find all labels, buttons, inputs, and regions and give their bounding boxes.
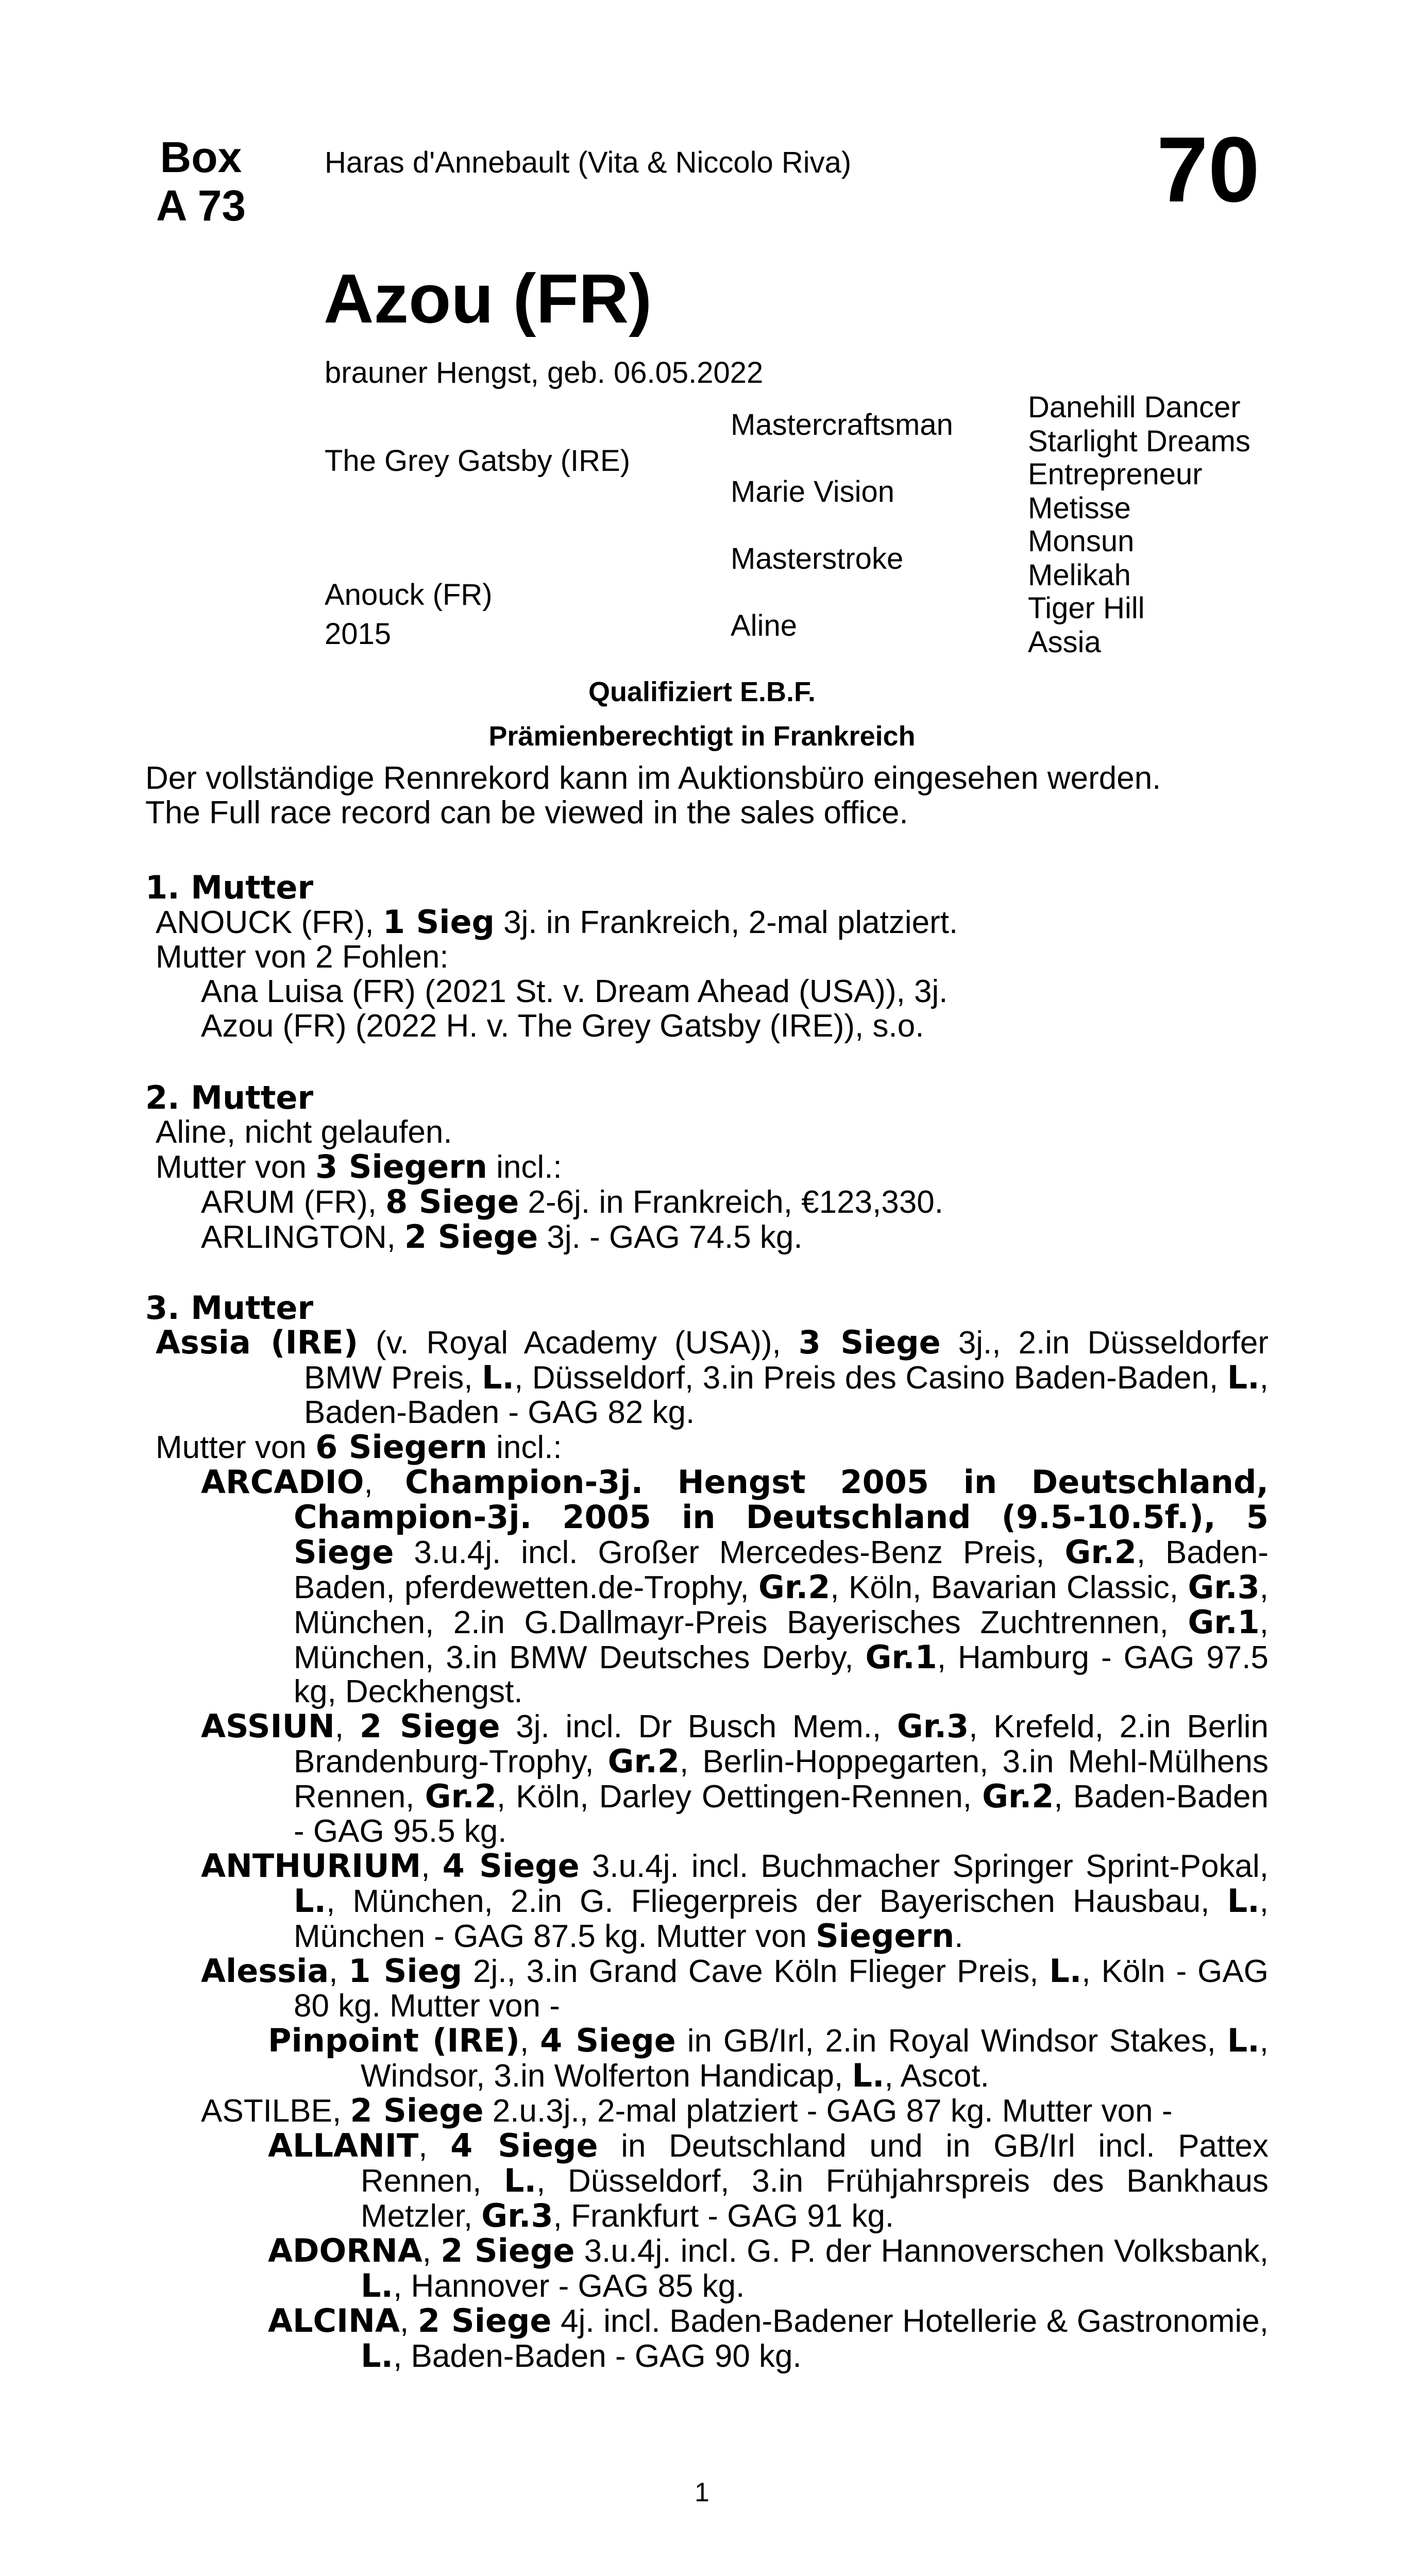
- race-grade: L.: [1227, 1882, 1260, 1920]
- text: ,: [418, 2128, 451, 2164]
- text: , München, 3.in BMW Deutsches Derby,: [294, 1604, 1268, 1675]
- text: , Baden-Baden - GAG 95.5 kg.: [294, 1779, 1268, 1850]
- pedigree-gen3-1: Danehill Dancer: [1028, 391, 1241, 424]
- pedigree-sire-dam: Marie Vision: [731, 475, 895, 509]
- wins: 1 Sieg: [382, 903, 495, 941]
- race-grade: Gr.2: [982, 1777, 1054, 1816]
- race-grade: Gr.1: [1188, 1603, 1260, 1641]
- text: ARLINGTON,: [201, 1219, 405, 1255]
- section-second-dam: [145, 1081, 1268, 1255]
- text: 4j. incl. Baden-Badener Hotellerie & Gastronomie,: [551, 2303, 1269, 2339]
- race-grade: Gr.3: [896, 1707, 969, 1745]
- text: 2-6j. in Frankreich, €123,330.: [519, 1184, 943, 1220]
- wins: 2 Siege: [417, 2301, 552, 2340]
- race-record-note-en: The Full race record can be viewed in the sales office.: [145, 794, 908, 831]
- text: , Krefeld, 2.in Berlin Brandenburg-Trophy,: [294, 1709, 1268, 1780]
- pedigree-gen3-5: Monsun: [1028, 524, 1135, 558]
- text: ,: [334, 1709, 360, 1745]
- text: , Köln, Darley Oettingen-Rennen,: [496, 1779, 983, 1815]
- offspring-entry: [145, 1182, 1268, 1221]
- text: , Düsseldorf, 3.in Preis des Casino Baden-Baden,: [514, 1360, 1227, 1396]
- horse-name: Azou (FR): [324, 260, 652, 337]
- pedigree-dam-sire: Masterstroke: [731, 542, 904, 575]
- horse-name: Assia (IRE): [156, 1323, 359, 1361]
- race-grade: L.: [1227, 1358, 1260, 1396]
- race-record-note-de: Der vollständige Rennrekord kann im Auktionsbüro eingesehen werden.: [145, 760, 1161, 796]
- text: , Ascot.: [884, 2058, 989, 2094]
- race-grade: L.: [481, 1358, 515, 1396]
- horse-name: Pinpoint (IRE): [268, 2022, 520, 2060]
- section-third-dam: [145, 1291, 1268, 2374]
- text: Mutter von: [156, 1429, 316, 1465]
- offspring-entry: [145, 2091, 1268, 2129]
- pedigree-gen3-3: Entrepreneur: [1028, 457, 1203, 491]
- wins: 2 Siege: [441, 2231, 575, 2269]
- wins: 4 Siege: [450, 2126, 598, 2164]
- race-grade: L.: [361, 2336, 394, 2375]
- horse-name: ARCADIO: [201, 1463, 364, 1501]
- foal-entry: Azou (FR) (2022 H. v. The Grey Gatsby (IRE)), s.o.: [201, 1008, 924, 1044]
- wins: 4 Siege: [442, 1847, 580, 1885]
- consignor: Haras d'Annebault (Vita & Niccolo Riva): [325, 146, 852, 179]
- race-grade: Gr.1: [865, 1638, 937, 1676]
- text: 3j. - GAG 74.5 kg.: [538, 1219, 803, 1255]
- text: .: [954, 1919, 963, 1955]
- section-heading: 2. Mutter: [145, 1079, 314, 1116]
- section-heading: 3. Mutter: [145, 1289, 314, 1327]
- wins: 4 Siege: [540, 2022, 676, 2060]
- race-grade: L.: [361, 2266, 394, 2304]
- text: 2.u.3j., 2-mal platziert - GAG 87 kg. Mutter von -: [483, 2093, 1173, 2129]
- pedigree-dam: Anouck (FR): [325, 578, 493, 612]
- dam-record: [145, 1323, 1269, 1430]
- text: 3j. incl. Dr Busch Mem.,: [500, 1709, 897, 1745]
- text: 2j., 3.in Grand Cave Köln Flieger Preis,: [462, 1954, 1050, 1990]
- pedigree-sire-sire: Mastercraftsman: [731, 408, 953, 442]
- wins: 2 Siege: [350, 2091, 484, 2129]
- race-grade: Gr.3: [1188, 1568, 1260, 1606]
- grand-offspring-entry: [145, 2024, 1268, 2094]
- text: , Berlin-Hoppegarten, 3.in Mehl-Mülhens Rennen,: [294, 1744, 1269, 1815]
- text: ANOUCK (FR),: [156, 904, 383, 940]
- dam-record: Aline, nicht gelaufen.: [156, 1114, 452, 1150]
- text: ,: [421, 1849, 443, 1885]
- wins: 8 Siege: [385, 1182, 519, 1221]
- pedigree-gen3-6: Melikah: [1028, 558, 1131, 592]
- race-grade: L.: [294, 1882, 327, 1920]
- text: 3.u.4j. incl. Buchmacher Springer Sprint-Pokal,: [579, 1849, 1268, 1885]
- text: 3j. in Frankreich, 2-mal platziert.: [494, 904, 958, 940]
- dam-produce-heading: Mutter von 2 Fohlen:: [156, 939, 449, 975]
- section-first-dam: [145, 871, 1268, 1044]
- box-label-line2: A 73: [156, 181, 246, 230]
- text: , Hannover - GAG 85 kg.: [393, 2268, 745, 2304]
- box-label: [134, 133, 268, 230]
- dam-record: [145, 905, 1268, 940]
- text: ,: [422, 2233, 441, 2269]
- lot-number: 70: [1156, 118, 1260, 222]
- wins: 3 Siege: [798, 1323, 941, 1361]
- text: , Baden-Baden, pferdewetten.de-Trophy,: [294, 1534, 1268, 1605]
- race-grade: Gr.2: [758, 1568, 831, 1606]
- text: 3.u.4j. incl. Großer Mercedes-Benz Preis,: [394, 1534, 1065, 1570]
- pedigree-gen3-4: Metisse: [1028, 492, 1131, 525]
- horse-name: ADORNA: [268, 2231, 422, 2269]
- ebf-qualified: Qualifiziert E.B.F.: [588, 676, 816, 707]
- section-heading: 1. Mutter: [145, 869, 314, 906]
- text: , Köln, Bavarian Classic,: [830, 1569, 1188, 1605]
- horse-name: ALCINA: [268, 2301, 400, 2340]
- text: ,: [364, 1464, 405, 1500]
- offspring-entry: [145, 1849, 1268, 1954]
- dam-produce-heading: [145, 1147, 1268, 1185]
- horse-description: brauner Hengst, geb. 06.05.2022: [325, 356, 764, 389]
- text: , Windsor, 3.in Wolferton Handicap,: [361, 2023, 1268, 2094]
- pedigree-sire: The Grey Gatsby (IRE): [325, 444, 631, 478]
- text: , München - GAG 87.5 kg. Mutter von: [294, 1884, 1268, 1955]
- text: Mutter von: [156, 1149, 316, 1185]
- text: 3.u.4j. incl. G. P. der Hannoverschen Volksbank,: [574, 2233, 1268, 2269]
- grand-offspring-entry: [145, 2126, 1268, 2234]
- text: , Köln - GAG 80 kg. Mutter von -: [294, 1954, 1268, 2024]
- horse-name: Alessia: [201, 1952, 329, 1990]
- text: , Düsseldorf, 3.in Frühjahrspreis des Bankhaus Metzler,: [361, 2163, 1268, 2234]
- text: , München, 2.in G.Dallmayr-Preis Bayerisches Zuchtrennen,: [294, 1569, 1268, 1640]
- text: 3j., 2.in Düsseldorfer BMW Preis,: [304, 1325, 1268, 1396]
- pedigree-dam-dam: Aline: [731, 609, 797, 642]
- race-grade: Gr.2: [607, 1742, 680, 1781]
- wins: 1 Sieg: [348, 1952, 463, 1990]
- race-grade: L.: [852, 2056, 885, 2094]
- horse-name: ASSIUN: [201, 1707, 335, 1745]
- race-grade: L.: [1227, 2022, 1260, 2060]
- wins: 2 Siege: [359, 1707, 500, 1745]
- race-grade: Gr.3: [481, 2196, 553, 2234]
- text: in GB/Irl, 2.in Royal Windsor Stakes,: [675, 2023, 1227, 2059]
- winners: 3 Siegern: [315, 1147, 487, 1185]
- dam-produce-heading: [145, 1430, 1268, 1465]
- wins: 2 Siege: [404, 1217, 538, 1256]
- grand-offspring-entry: [145, 2301, 1269, 2375]
- horse-name: ASTILBE,: [201, 2093, 350, 2129]
- pedigree-gen3-8: Assia: [1028, 625, 1101, 659]
- race-grade: Gr.2: [1064, 1533, 1137, 1571]
- race-record-note: [145, 761, 1268, 831]
- horse-name: ALLANIT: [268, 2126, 419, 2164]
- box-label-line1: Box: [160, 133, 242, 181]
- text: ,: [399, 2303, 418, 2339]
- foal-entry: Ana Luisa (FR) (2021 St. v. Dream Ahead (USA)), 3j.: [201, 973, 948, 1009]
- page-number: 1: [695, 2478, 709, 2507]
- text: incl.:: [487, 1149, 562, 1185]
- text: , Baden-Baden - GAG 90 kg.: [393, 2338, 802, 2374]
- pedigree-gen3-2: Starlight Dreams: [1028, 425, 1250, 458]
- winners: Siegern: [816, 1917, 955, 1955]
- text: (v. Royal Academy (USA)),: [358, 1325, 799, 1361]
- text: , München, 2.in G. Fliegerpreis der Bayerischen Hausbau,: [326, 1884, 1227, 1920]
- offspring-entry: [145, 1709, 1268, 1849]
- text: , Hamburg - GAG 97.5 kg, Deckhengst.: [294, 1639, 1269, 1710]
- pedigree-gen3-7: Tiger Hill: [1028, 591, 1145, 625]
- text: ARUM (FR),: [201, 1184, 386, 1220]
- grand-offspring-entry: [145, 2231, 1268, 2304]
- winners: 6 Siegern: [315, 1428, 487, 1466]
- pedigree-dam-year: 2015: [325, 617, 392, 651]
- text: incl.:: [487, 1429, 562, 1465]
- race-grade: Gr.2: [425, 1777, 497, 1816]
- offspring-entry: [145, 1954, 1268, 2024]
- race-grade: L.: [1049, 1952, 1082, 1990]
- race-grade: L.: [504, 2161, 537, 2199]
- text: in Deutschland und in GB/Irl incl. Pattex Rennen,: [361, 2128, 1268, 2199]
- text: ,: [329, 1954, 349, 1990]
- offspring-entry: [145, 1465, 1268, 1710]
- premium-eligible: Prämienberechtigt in Frankreich: [488, 721, 916, 752]
- text: , Frankfurt - GAG 91 kg.: [553, 2198, 894, 2234]
- offspring-entry: [145, 1217, 1268, 1256]
- text: , Baden-Baden - GAG 82 kg.: [304, 1360, 1269, 1430]
- horse-name: ANTHURIUM: [201, 1847, 421, 1885]
- champion-title: Champion-3j. Hengst 2005 in Deutschland, Champion-3j. 2005 in Deutschland (9.5-10.5f.), 5 Siege: [294, 1463, 1268, 1571]
- text: ,: [519, 2023, 540, 2059]
